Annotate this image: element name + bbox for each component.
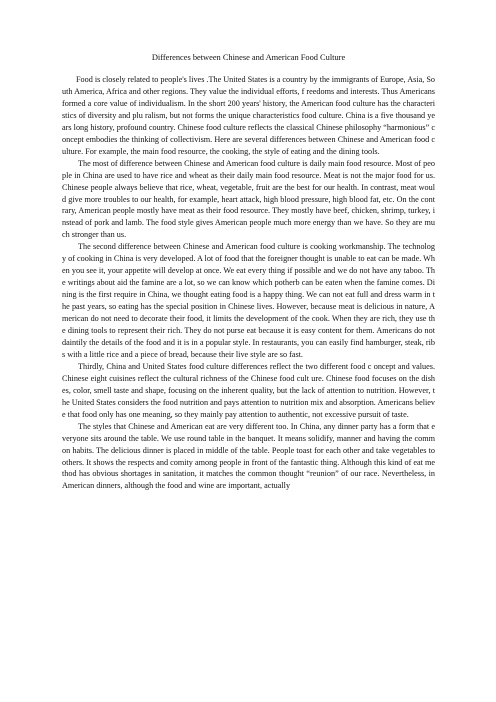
paragraph-1: Food is closely related to people's lives .The United States is a country by the immigrants of Europe, Asia, South America, Africa and other regions. They value the individual efforts, f reedoms and interests. Thus Americans formed a core value of individualism. In the short 200 years' history, the American food culture has the characteristics of diversity and plu ralism, but not forms the unique characteristics food culture. China is a five thousand years long history, profound country. Chinese food culture reflects the classical Chinese philosophy “harmonious” concept embodies the thinking of collectivism. Here are several differences between Chinese and American food culture. For example, the main food resource, the cooking, the style of eating and the dining tools.: [62, 75, 435, 156]
paragraph-2: The most of difference between Chinese and American food culture is daily main food resource. Most of people in China are used to have rice and wheat as their daily main food resource. Meat is not the major food for us. Chinese people always believe that rice, wheat, vegetable, fruit are the best for our health. In contrast, meat would give more troubles to our health, for example, heart attack, high blood pressure, high blood fat, etc. On the contrary, American people mostly have meat as their food resource. They mostly have beef, chicken, shrimp, turkey, instead of pork and lamb. The food style gives American people much more energy than we have. So they are much stronger than us.: [62, 158, 435, 240]
document-title: Differences between Chinese and American Food Culture: [151, 53, 346, 62]
paragraph-3: The second difference between Chinese and American food culture is cooking workmanship. The technology of cooking in China is very developed. A lot of food that the foreigner thought is unable to eat can be made. When you see it, your appetite will develop at once. We eat every thing if possible and we do not have any taboo. The writings about aid the famine are a lot, so we can know which potherb can be eaten when the famine comes. Dining is the first require in China, we thought eating food is a happy thing. We can not eat full and dress warm in the past years, so eating has the special position in Chinese lives. However, because meat is delicious in nature, American do not need to decorate their food, it limits the development of the cook. When they are rich, they use the dining tools to represent their rich. They do not purse eat because it is easy content for them. Americans do not daintily the details of the food and it is in a popular style. In restaurants, you can easily find hamburger, steak, ribs with a little rice and a piece of bread, because their live style are so fast.: [62, 242, 435, 359]
paragraph-4: Thirdly, China and United States food culture differences reflect the two different food c oncept and values. Chinese eight cuisines reflect the cultural richness of the Chinese food cult ure. Chinese food focuses on the dishes, color, smell taste and shape, focusing on the inherent quality, but the lack of attention to nutrition. However, the United States considers the food nutrition and pays attention to nutrition mix and absorption. Americans believe that food only has one meaning, so they mainly pay attention to authentic, not excessive pursuit of taste.: [62, 361, 435, 419]
paragraph-5: The styles that Chinese and American eat are very different too. In China, any dinner party has a form that everyone sits around the table. We use round table in the banquet. It means solidify, manner and having the common habits. The delicious dinner is placed in middle of the table. People toast for each other and take vegetables to others. It shows the respects and comity among people in front of the fantastic thing. Although this kind of eat method has obvious shortages in sanitation, it matches the common thought “reunion” of our race. Nevertheless, in American dinners, although the food and wine are important, actually: [62, 421, 435, 491]
document-page: [62, 53, 435, 492]
